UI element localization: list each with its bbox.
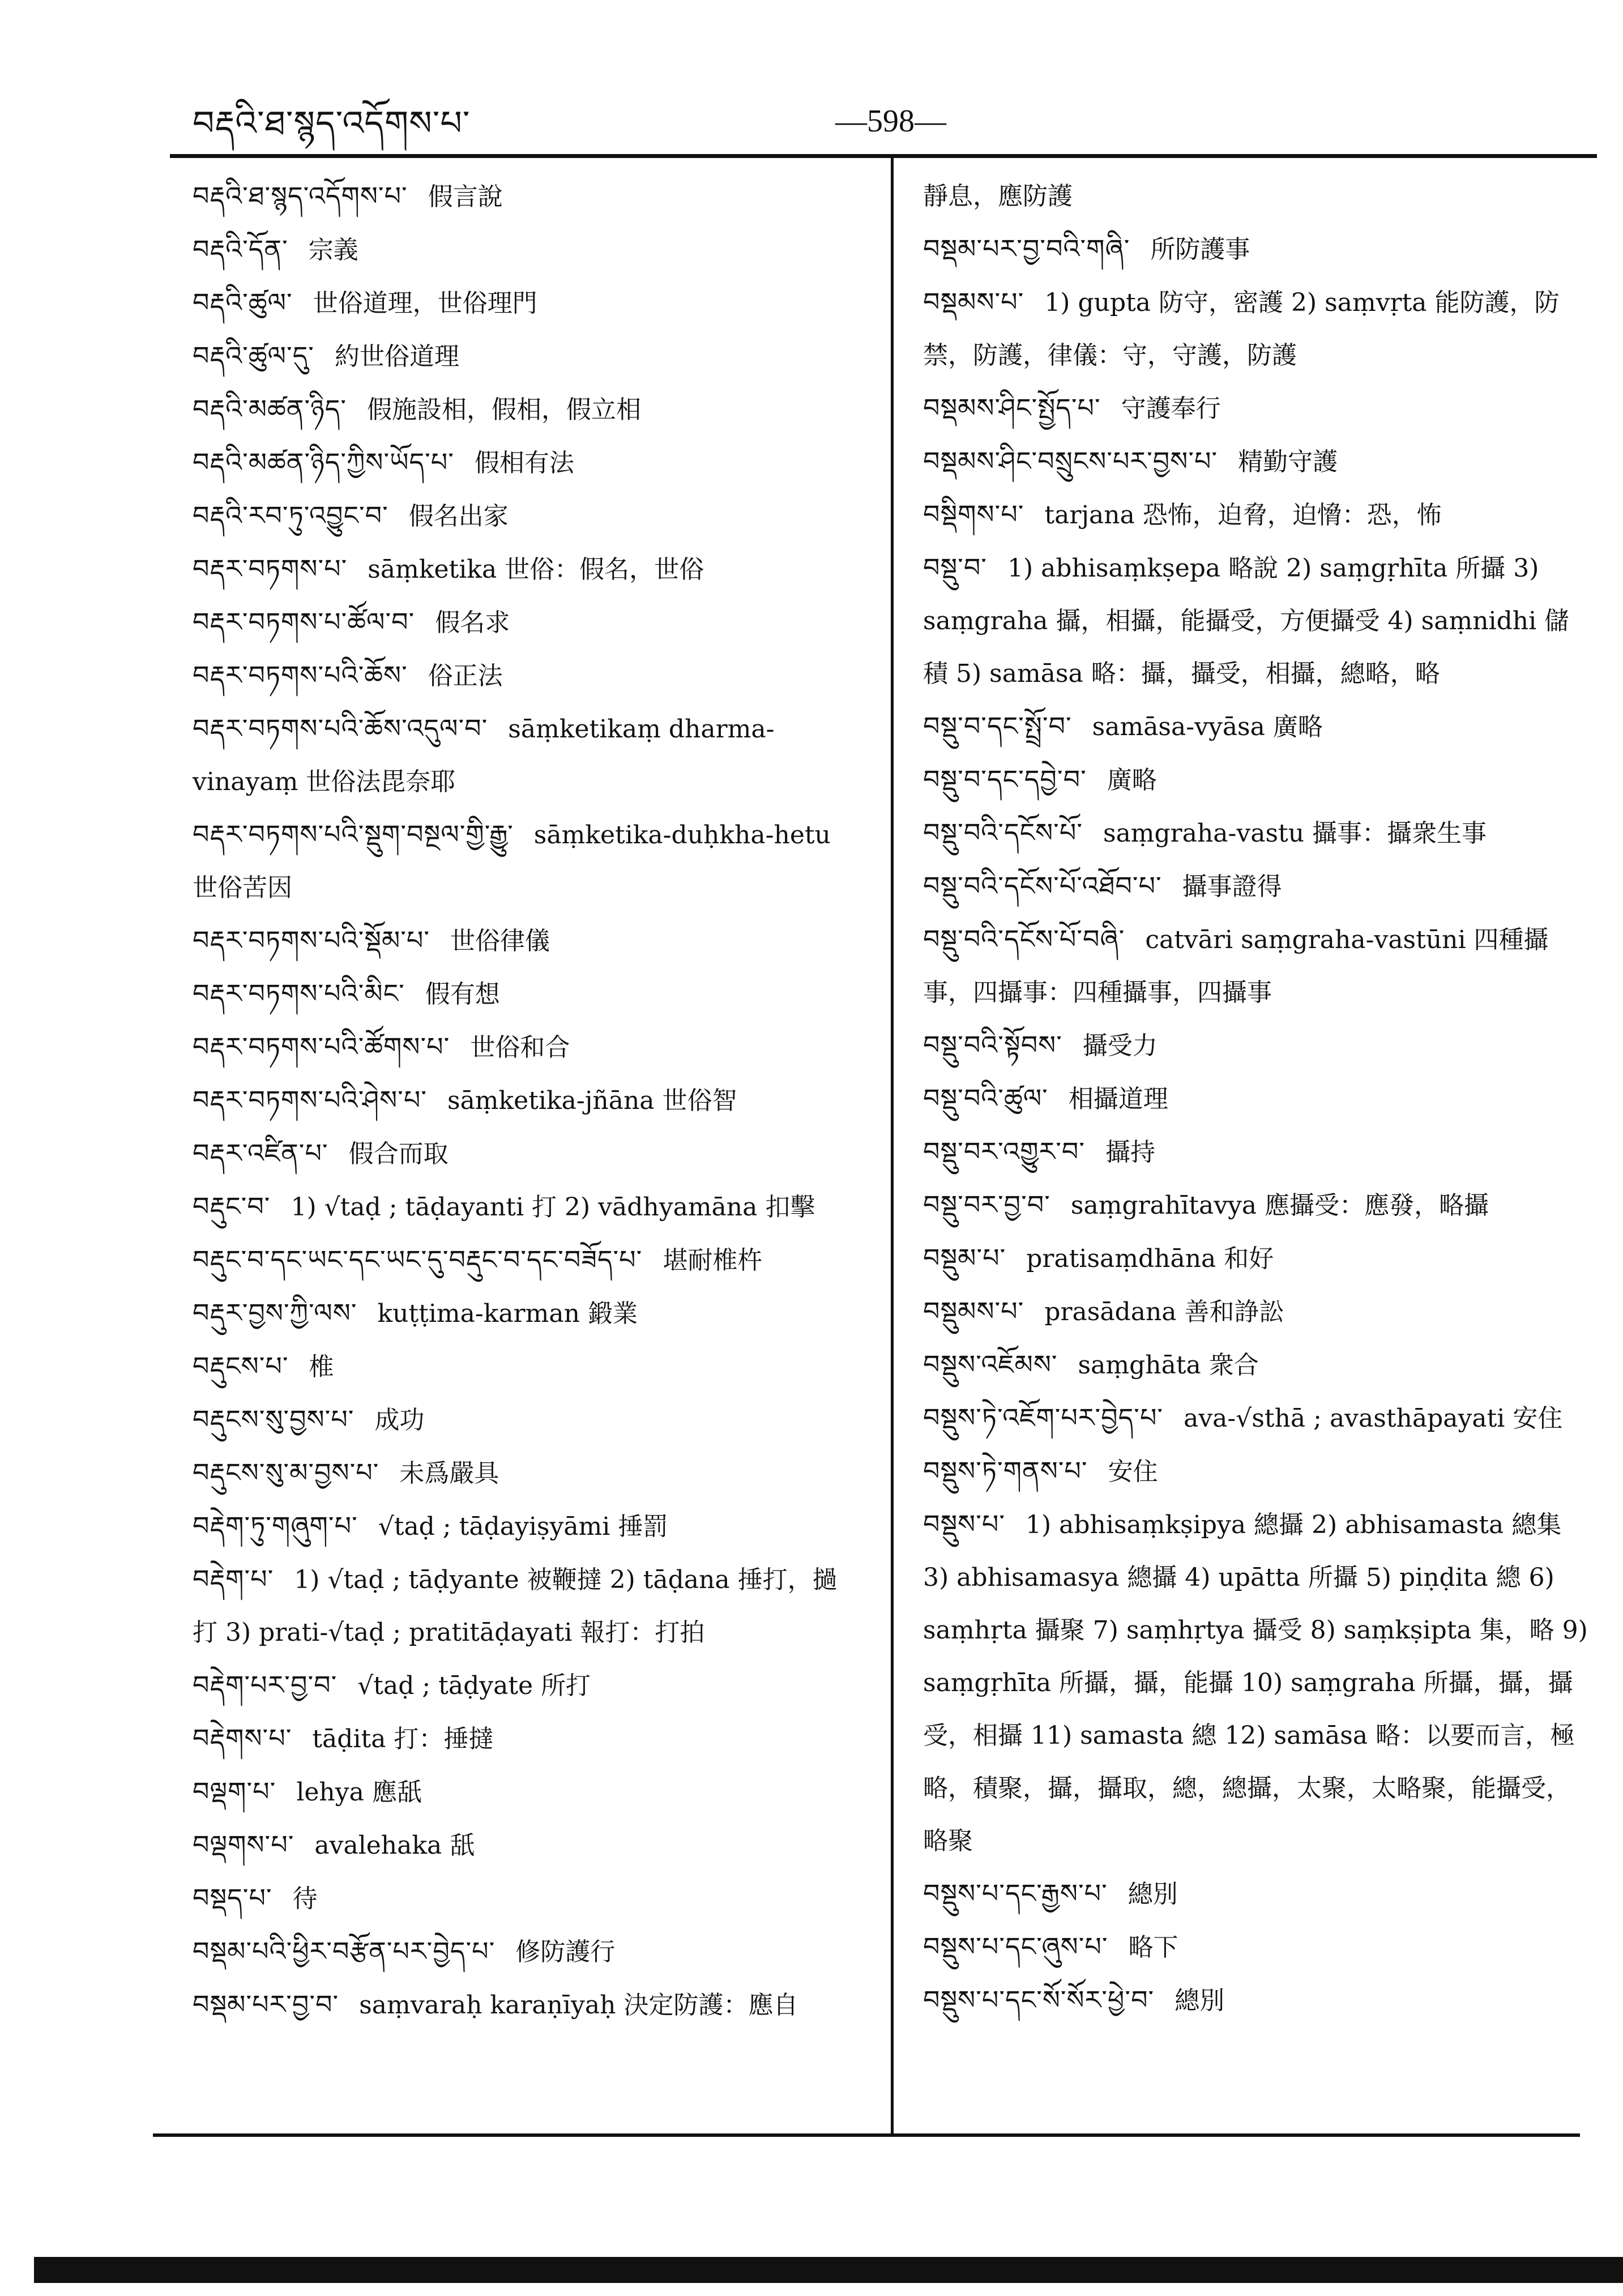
entry-headword: བརྡའི་མཚན་ཉིད་ [193,394,347,424]
entry-definition: 假合而取 [348,1140,449,1168]
top-rule [170,154,1597,158]
entry-headword: བསྡུ་བའི་དངོས་པོ་བཞི་ [923,924,1125,954]
dictionary-entry [923,806,1591,860]
dictionary-entry [193,170,861,223]
entry-headword: བསྡུ་བར་འགྱུར་བ་ [923,1136,1086,1167]
dictionary-entry [193,436,861,489]
entry-headword: བརྡུངས་པ་ [193,1351,289,1381]
entry-definition: 假名求 [435,608,510,637]
entry-definition: 靜息，應防護 [923,182,1073,211]
entry-headword: བསྡམས་ཤིང་བསྲུངས་པར་བྱས་པ་ [923,446,1218,476]
page-number: —598— [835,104,946,139]
entry-definition: saṃgrahītavya 應攝受：應發，略攝 [1070,1191,1489,1220]
entry-headword: བསྡུས་ཏེ་གནས་པ་ [923,1456,1088,1486]
dictionary-entry [193,1287,861,1340]
entry-headword: བརྡར་བཏགས་པའི་མིང་ [193,978,405,1009]
entry-headword: བལྡག་པ་ [193,1776,276,1807]
dictionary-entry [923,1179,1591,1232]
entry-definition: 未爲嚴具 [399,1459,499,1488]
entry-definition: 世俗和合 [470,1033,570,1062]
entry-definition: 略下 [1128,1933,1178,1962]
entry-definition: 1) abhisaṃkṣepa 略說 2) saṃgṛhīta 所攝 3) saṃgraha 攝，相攝，能攝受，方便攝受 4) saṃnidhi 儲積 5) samāsa 略：攝，攝受，相攝，總略，略 [923,554,1570,688]
entry-definition: avalehaka 舐 [314,1831,475,1860]
dictionary-entry [193,914,861,967]
dictionary-entry [193,1659,861,1712]
entry-definition: 成功 [374,1406,425,1435]
entry-definition: 世俗律儀 [450,927,550,955]
dictionary-entry [923,541,1591,700]
entry-headword: བརྡུངས་སུ་བྱས་པ་ [193,1404,355,1435]
entry-headword: བརྡེག་པར་བྱ་བ་ [193,1670,338,1700]
dictionary-entry [923,276,1591,382]
entry-definition: 修防護行 [515,1937,616,1966]
dictionary-entry [923,1019,1591,1072]
entry-headword: བརྡའི་རབ་ཏུ་འབྱུང་བ་ [193,500,388,531]
entry-definition: 宗義 [308,236,358,264]
entry-headword: བསྡུ་བའི་སྟོབས་ [923,1030,1062,1060]
entry-definition: 待 [292,1884,318,1913]
dictionary-entry [923,1445,1591,1498]
dictionary-entry [193,276,861,330]
entry-headword: བརྡར་བཏགས་པ་ཚོལ་བ་ [193,607,415,637]
entry-definition: saṃvaraḥ karaṇīyaḥ 決定防護：應自 [359,1991,798,2020]
entry-headword: བསྡམས་པ་ [923,287,1024,317]
entry-headword: བརྡུར་བྱས་ཀྱི་ལས་ [193,1298,357,1328]
bottom-rule [153,2133,1580,2137]
entry-headword: བསྡམས་ཤིང་སྤྱོད་པ་ [923,392,1101,423]
entry-headword: བརྡར་བཏགས་པའི་ཆོས་ [193,660,408,690]
dictionary-entry [923,1974,1591,2027]
dictionary-entry [193,702,861,808]
dictionary-entry [923,170,1591,223]
running-title: བརྡའི་ཐ་སྙད་འདོགས་པ་ [193,104,471,143]
entry-headword: བརྡའི་ཚུལ་དུ་ [193,340,314,371]
dictionary-entry [923,1338,1591,1392]
dictionary-entry [193,1765,861,1819]
dictionary-entry [193,1978,861,2032]
entry-headword: བརྡར་བཏགས་པའི་ཚོགས་པ་ [193,1031,450,1062]
entry-headword: བརྡུང་བ་དང་ཡང་དང་ཡང་དུ་བརྡུང་བ་དང་བཟོད་པ་ [193,1244,643,1275]
dictionary-entry [923,913,1591,1019]
dictionary-entry [193,489,861,543]
dictionary-entry [193,330,861,383]
dictionary-entry [193,1393,861,1446]
entry-definition: 攝持 [1105,1138,1156,1167]
entry-definition: sāṃketika-jñāna 世俗智 [447,1086,737,1115]
entry-definition: sāṃketika 世俗：假名，世俗 [368,555,704,584]
entry-definition: kuṭṭima-karman 鍛業 [377,1299,638,1328]
dictionary-entry [193,1340,861,1393]
dictionary-entry [193,1925,861,1978]
entry-headword: བསྡམ་པར་བྱ་བའི་གཞི་ [923,233,1130,264]
entry-definition: 1) gupta 防守，密護 2) saṃvṛta 能防護，防禁，防護，律儀：守，守護，防護 [923,288,1560,370]
dictionary-entry [193,1127,861,1180]
dictionary-entry [923,700,1591,753]
entry-headword: བསྡུམས་པ་ [923,1296,1024,1326]
entry-headword: བསྡུ་བའི་དངོས་པོ་ [923,817,1083,848]
left-column [193,170,861,2032]
entry-definition: 椎 [309,1352,334,1381]
entry-definition: 所防護事 [1150,235,1250,264]
entry-definition: tāḍita 打：捶撻 [312,1725,494,1753]
entry-headword: བསྡུས་པ་ [923,1509,1006,1539]
dictionary-entry [193,223,861,276]
dictionary-entry [923,1072,1591,1125]
entry-definition: 總別 [1174,1986,1225,2015]
entry-headword: བརྡུང་བ་ [193,1191,271,1222]
entry-definition: 1) abhisaṃkṣipya 總攝 2) abhisamasta 總集 3) abhisamasya 總攝 4) upātta 所攝 5) piṇḍita 總 6) saṃhṛta 攝聚 7) saṃhṛtya 攝受 8) saṃkṣipta 集，略 9) saṃgṛhīta 所攝，攝，能攝 10) saṃgraha 所攝，攝，攝受，相攝 11) samasta 總 12) samāsa 略：以要而言，極略，積聚，攝，攝取，總，總攝，太聚，太略聚，能攝受，略聚 [923,1510,1596,1855]
entry-definition: 堪耐椎杵 [663,1246,763,1275]
entry-definition: catvāri saṃgraha-vastūni 四種攝事，四攝事：四種攝事，四攝事 [923,925,1549,1007]
entry-headword: བསྡུས་པ་དང་ཞུས་པ་ [923,1931,1108,1962]
entry-definition: tarjana 恐怖，迫脅，迫愶：恐，怖 [1044,501,1442,530]
dictionary-entry [923,1867,1591,1921]
entry-headword: བརྡར་འཛིན་པ་ [193,1138,328,1168]
entry-definition: √taḍ ; tāḍayiṣyāmi 捶罰 [378,1512,668,1541]
dictionary-entry [923,1232,1591,1285]
entry-definition: 安住 [1108,1457,1158,1486]
entry-headword: བརྡར་བཏགས་པ་ [193,553,348,584]
entry-definition: 精勤守護 [1238,447,1338,476]
dictionary-entry [193,1021,861,1074]
entry-headword: བསྡུ་བ་དང་དབྱེ་བ་ [923,764,1087,795]
entry-headword: བསྡུས་འཇོམས་ [923,1349,1058,1380]
dictionary-entry [193,1446,861,1500]
entry-headword: བསྡད་པ་ [193,1883,272,1913]
entry-headword: བསྡུ་བ་ [923,552,987,583]
dictionary-entry [923,435,1591,488]
entry-definition: lehya 應舐 [296,1778,422,1807]
dictionary-entry [923,1285,1591,1338]
entry-definition: 攝事證得 [1182,872,1282,901]
entry-definition: sāṃketika-duḥkha-hetu 世俗苦因 [193,821,839,902]
entry-headword: བརྡུངས་སུ་མ་བྱས་པ་ [193,1457,379,1488]
entry-headword: བསྡུ་བའི་ཚུལ་ [923,1083,1048,1113]
dictionary-entry [193,1872,861,1925]
entry-headword: བསྡུས་ཏེ་འཇོག་པར་བྱེད་པ་ [923,1402,1164,1433]
entry-definition: saṃgraha-vastu 攝事：攝衆生事 [1103,819,1487,848]
dictionary-entry [923,223,1591,276]
entry-headword: བརྡར་བཏགས་པའི་ཆོས་འདུལ་བ་ [193,713,488,744]
entry-headword: བརྡེགས་པ་ [193,1723,292,1753]
dictionary-entry [193,383,861,436]
dictionary-entry [193,1500,861,1553]
dictionary-entry [923,860,1591,913]
dictionary-entry [193,1819,861,1872]
entry-headword: བརྡའི་ཐ་སྙད་འདོགས་པ་ [193,181,408,211]
dictionary-entry [193,967,861,1021]
entry-definition: 世俗道理，世俗理門 [313,289,537,318]
dictionary-entry [193,1712,861,1765]
entry-headword: བསྡུ་བའི་དངོས་པོ་འཐོབ་པ་ [923,870,1162,901]
entry-definition: 1) √taḍ ; tāḍayanti 打 2) vādhyamāna 扣擊 [291,1193,815,1222]
dictionary-entry [193,808,861,914]
entry-definition: sāṃketikaṃ dharma-vinayaṃ 世俗法毘奈耶 [193,715,775,796]
dictionary-entry [193,1074,861,1127]
dictionary-entry [193,1234,861,1287]
entry-definition: 1) √taḍ ; tāḍyante 被鞭撻 2) tāḍana 捶打，撾打 3) prati-√taḍ ; pratitāḍayati 報打：打拍 [193,1565,838,1647]
entry-headword: བརྡར་བཏགས་པའི་སྡོམ་པ་ [193,925,430,955]
entry-headword: བསྡིགས་པ་ [923,499,1024,530]
entry-definition: prasādana 善和諍訟 [1044,1298,1284,1326]
entry-headword: བསྡམ་པའི་ཕྱིར་བརྩོན་པར་བྱེད་པ་ [193,1936,496,1966]
dictionary-entry [193,1180,861,1234]
entry-headword: བརྡེག་ཏུ་གཞུག་པ་ [193,1510,358,1541]
entry-definition: 守護奉行 [1121,394,1221,423]
entry-headword: བརྡའི་མཚན་ཉིད་ཀྱིས་ཡོད་པ་ [193,447,454,477]
entry-definition: 假言說 [428,182,503,211]
entry-definition: 假有想 [425,980,500,1009]
entry-definition: 俗正法 [428,662,503,690]
dictionary-entry [923,1392,1591,1445]
entry-headword: བསྡུ་བར་བྱ་བ་ [923,1189,1050,1220]
entry-definition: 攝受力 [1082,1031,1158,1060]
dictionary-entry [193,543,861,596]
entry-headword: བསྡུ་བ་དང་སྤྲོ་བ་ [923,711,1072,741]
entry-headword: བསྡུས་པ་དང་སོ་སོར་ཕྱེ་བ་ [923,1985,1155,2015]
entry-headword: བརྡའི་དོན་ [193,234,288,264]
dictionary-entry [923,753,1591,806]
dictionary-entry [923,1921,1591,1974]
entry-headword: བསྡུས་པ་དང་རྒྱས་པ་ [923,1878,1108,1909]
entry-definition: samāsa-vyāsa 廣略 [1092,712,1323,741]
dictionary-entry [193,649,861,702]
dictionary-entry [923,488,1591,541]
entry-definition: pratisaṃdhāna 和好 [1026,1244,1274,1273]
entry-headword: བརྡར་བཏགས་པའི་སྡུག་བསྔལ་གྱི་རྒྱུ་ [193,819,514,850]
entry-headword: བལྡགས་པ་ [193,1829,294,1860]
dictionary-entry [923,1498,1596,1867]
entry-definition: 假相有法 [474,449,574,477]
entry-definition: 假名出家 [408,502,509,531]
entry-definition: 廣略 [1107,766,1157,795]
entry-definition: 總別 [1127,1880,1178,1909]
entry-definition: ava-√sthā ; avasthāpayati 安住 [1184,1404,1563,1433]
dictionary-entry [193,1553,861,1659]
entry-headword: བསྡམ་པར་བྱ་བ་ [193,1989,339,2020]
column-divider [891,158,894,2133]
dictionary-entry [193,596,861,649]
entry-definition: √taḍ ; tāḍyate 所打 [357,1671,591,1700]
entry-headword: བརྡེག་པ་ [193,1564,274,1594]
entry-definition: 約世俗道理 [334,342,459,371]
dictionary-entry [923,1125,1591,1179]
entry-definition: 假施設相，假相，假立相 [367,395,642,424]
dictionary-entry [923,382,1591,435]
entry-headword: བསྡུམ་པ་ [923,1243,1006,1273]
right-column [923,170,1596,2027]
entry-headword: བརྡར་བཏགས་པའི་ཤེས་པ་ [193,1085,427,1115]
scan-edge-bar [34,2257,1623,2283]
entry-definition: 相攝道理 [1068,1085,1168,1113]
entry-headword: བརྡའི་ཚུལ་ [193,287,293,318]
entry-definition: saṃghāta 衆合 [1078,1351,1259,1380]
